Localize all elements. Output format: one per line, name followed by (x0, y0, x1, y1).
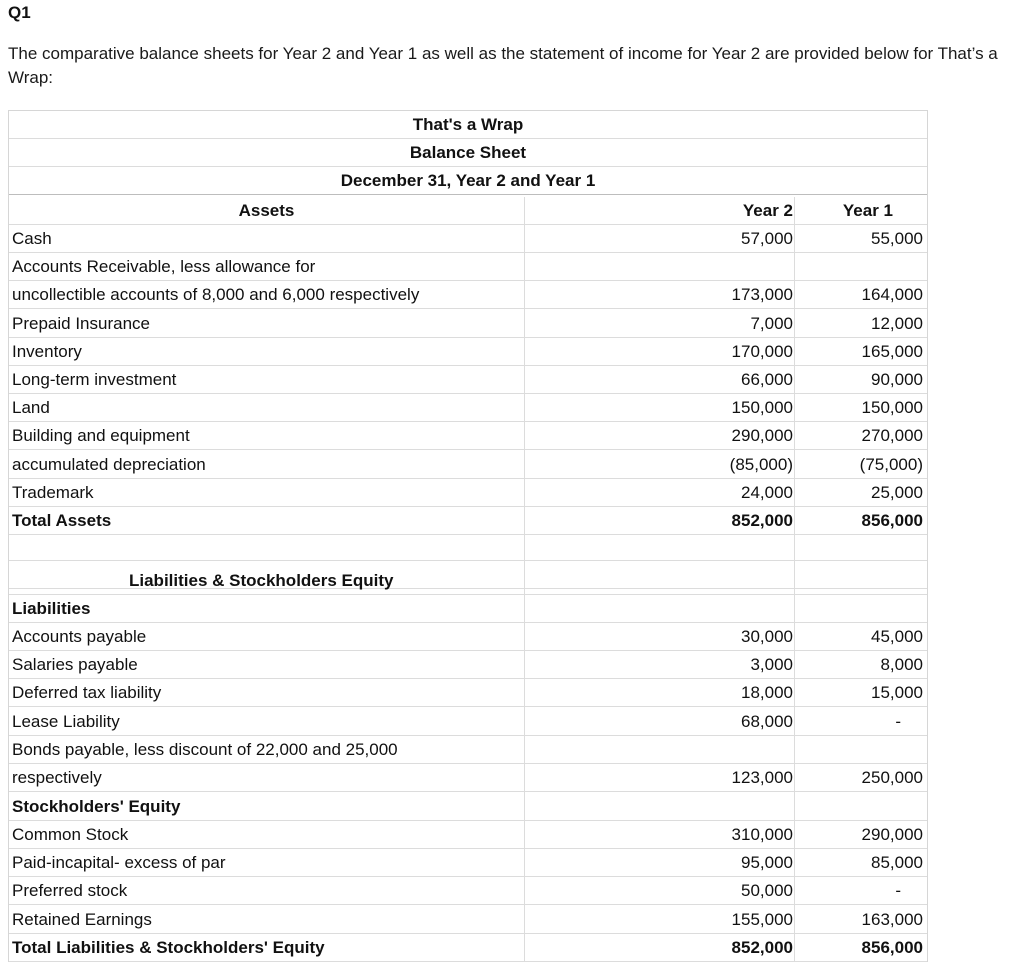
asset-row (9, 451, 927, 479)
assets-header: Assets (238, 201, 295, 220)
col-year1-header: Year 1 (842, 201, 893, 220)
asset-year2-value: 7,000 (750, 313, 793, 333)
asset-label: Total Assets (12, 511, 112, 530)
asset-year1-value: 150,000 (861, 398, 923, 418)
liabilities-header: Liabilities (12, 599, 91, 618)
liability-label: Deferred tax liability (12, 683, 162, 703)
equity-year2-value: 155,000 (731, 909, 793, 929)
equity-row (9, 934, 927, 962)
liability-label: Salaries payable (12, 655, 138, 675)
asset-label: Inventory (12, 341, 82, 361)
asset-row (9, 338, 927, 366)
asset-year1-value: 12,000 (871, 313, 923, 333)
liability-year1-value: 8,000 (880, 655, 923, 675)
liability-year2-value: 18,000 (741, 683, 793, 703)
equity-label: Retained Earnings (12, 909, 152, 929)
asset-row (9, 507, 927, 535)
column-divider (794, 197, 795, 962)
asset-year1-value: 165,000 (861, 341, 923, 361)
equity-year1-value: 163,000 (861, 909, 923, 929)
asset-label: Trademark (12, 482, 94, 502)
equity-label: Common Stock (12, 825, 129, 844)
asset-label: Long-term investment (12, 370, 177, 389)
liability-year1-value: 15,000 (871, 683, 923, 703)
equity-year1-value: 290,000 (861, 825, 923, 844)
liability-year2-value: 30,000 (741, 627, 793, 646)
asset-year1-value: (75,000) (859, 454, 923, 474)
col-year2-header: Year 2 (742, 201, 793, 220)
asset-row (9, 422, 927, 450)
liability-label: Bonds payable, less discount of 22,000 and 25,000 (12, 739, 398, 759)
asset-year2-value: (85,000) (729, 454, 793, 474)
equity-header: Stockholders' Equity (12, 797, 181, 816)
asset-year1-value: 270,000 (861, 426, 923, 446)
asset-year1-value: 25,000 (871, 482, 923, 502)
asset-row (9, 366, 927, 394)
liabilities-header-row (9, 595, 927, 623)
equity-year1-value: - (895, 881, 901, 901)
column-divider (524, 197, 525, 962)
asset-row (9, 253, 927, 281)
liability-year1-value: 250,000 (861, 768, 923, 787)
intro-text: The comparative balance sheets for Year 2 and Year 1 as well as the statement of income for Year 2 are provided below for That’s a Wrap: (8, 44, 998, 87)
asset-year2-value: 173,000 (731, 285, 793, 305)
asset-row (9, 281, 927, 309)
asset-year2-value: 290,000 (731, 426, 793, 446)
equity-row (9, 877, 927, 905)
asset-label: Land (12, 398, 50, 418)
equity-year2-value: 95,000 (741, 853, 793, 873)
liability-label: Lease Liability (12, 711, 120, 731)
liab-equity-header: Liabilities & Stockholders Equity (129, 571, 394, 590)
asset-label: Cash (12, 229, 52, 248)
equity-year2-value: 310,000 (731, 825, 793, 844)
equity-header-row (9, 793, 927, 821)
blank-row (9, 533, 927, 561)
liability-year2-value: 3,000 (750, 655, 793, 675)
liability-row (9, 708, 927, 736)
asset-row (9, 479, 927, 507)
title-row-statement (9, 139, 927, 167)
liability-row (9, 736, 927, 764)
liability-year1-value: 45,000 (871, 627, 923, 646)
asset-row (9, 310, 927, 338)
liability-row (9, 651, 927, 679)
equity-year1-value: 856,000 (861, 937, 923, 957)
asset-year2-value: 24,000 (741, 482, 793, 502)
title-row-company (9, 111, 927, 139)
liability-year1-value: - (895, 711, 901, 731)
asset-year1-value: 55,000 (871, 229, 923, 248)
balance-sheet-table (8, 110, 928, 962)
equity-label: Total Liabilities & Stockholders' Equity (12, 937, 325, 957)
asset-year2-value: 852,000 (731, 511, 793, 530)
liability-row (9, 679, 927, 707)
asset-year2-value: 150,000 (731, 398, 793, 418)
liability-year2-value: 68,000 (741, 711, 793, 731)
question-label: Q1 (8, 3, 31, 22)
header-row (9, 197, 927, 225)
asset-label: Accounts Receivable, less allowance for (12, 257, 316, 277)
equity-row (9, 821, 927, 849)
equity-year2-value: 50,000 (741, 881, 793, 901)
liability-row (9, 623, 927, 651)
statement-date: December 31, Year 2 and Year 1 (340, 171, 596, 190)
asset-year2-value: 170,000 (731, 341, 793, 361)
equity-label: Preferred stock (12, 881, 128, 901)
asset-label: uncollectible accounts of 8,000 and 6,000 respectively (12, 285, 420, 305)
liability-row (9, 764, 927, 792)
statement-name: Balance Sheet (409, 143, 527, 162)
asset-label: accumulated depreciation (12, 454, 206, 474)
asset-year1-value: 90,000 (871, 370, 923, 389)
asset-label: Building and equipment (12, 426, 190, 446)
asset-label: Prepaid Insurance (12, 313, 150, 333)
asset-year2-value: 66,000 (741, 370, 793, 389)
equity-row (9, 906, 927, 934)
asset-row (9, 394, 927, 422)
asset-year1-value: 856,000 (861, 511, 923, 530)
liab-equity-header-row (9, 567, 927, 595)
equity-row (9, 849, 927, 877)
equity-label: Paid-incapital- excess of par (12, 853, 226, 873)
equity-year2-value: 852,000 (731, 937, 793, 957)
equity-year1-value: 85,000 (871, 853, 923, 873)
title-row-date (9, 167, 927, 195)
liability-label: respectively (12, 768, 102, 787)
asset-year1-value: 164,000 (861, 285, 923, 305)
liability-year2-value: 123,000 (731, 768, 793, 787)
liability-label: Accounts payable (12, 627, 147, 646)
asset-year2-value: 57,000 (741, 229, 793, 248)
asset-row (9, 225, 927, 253)
company-name: That's a Wrap (412, 115, 524, 134)
